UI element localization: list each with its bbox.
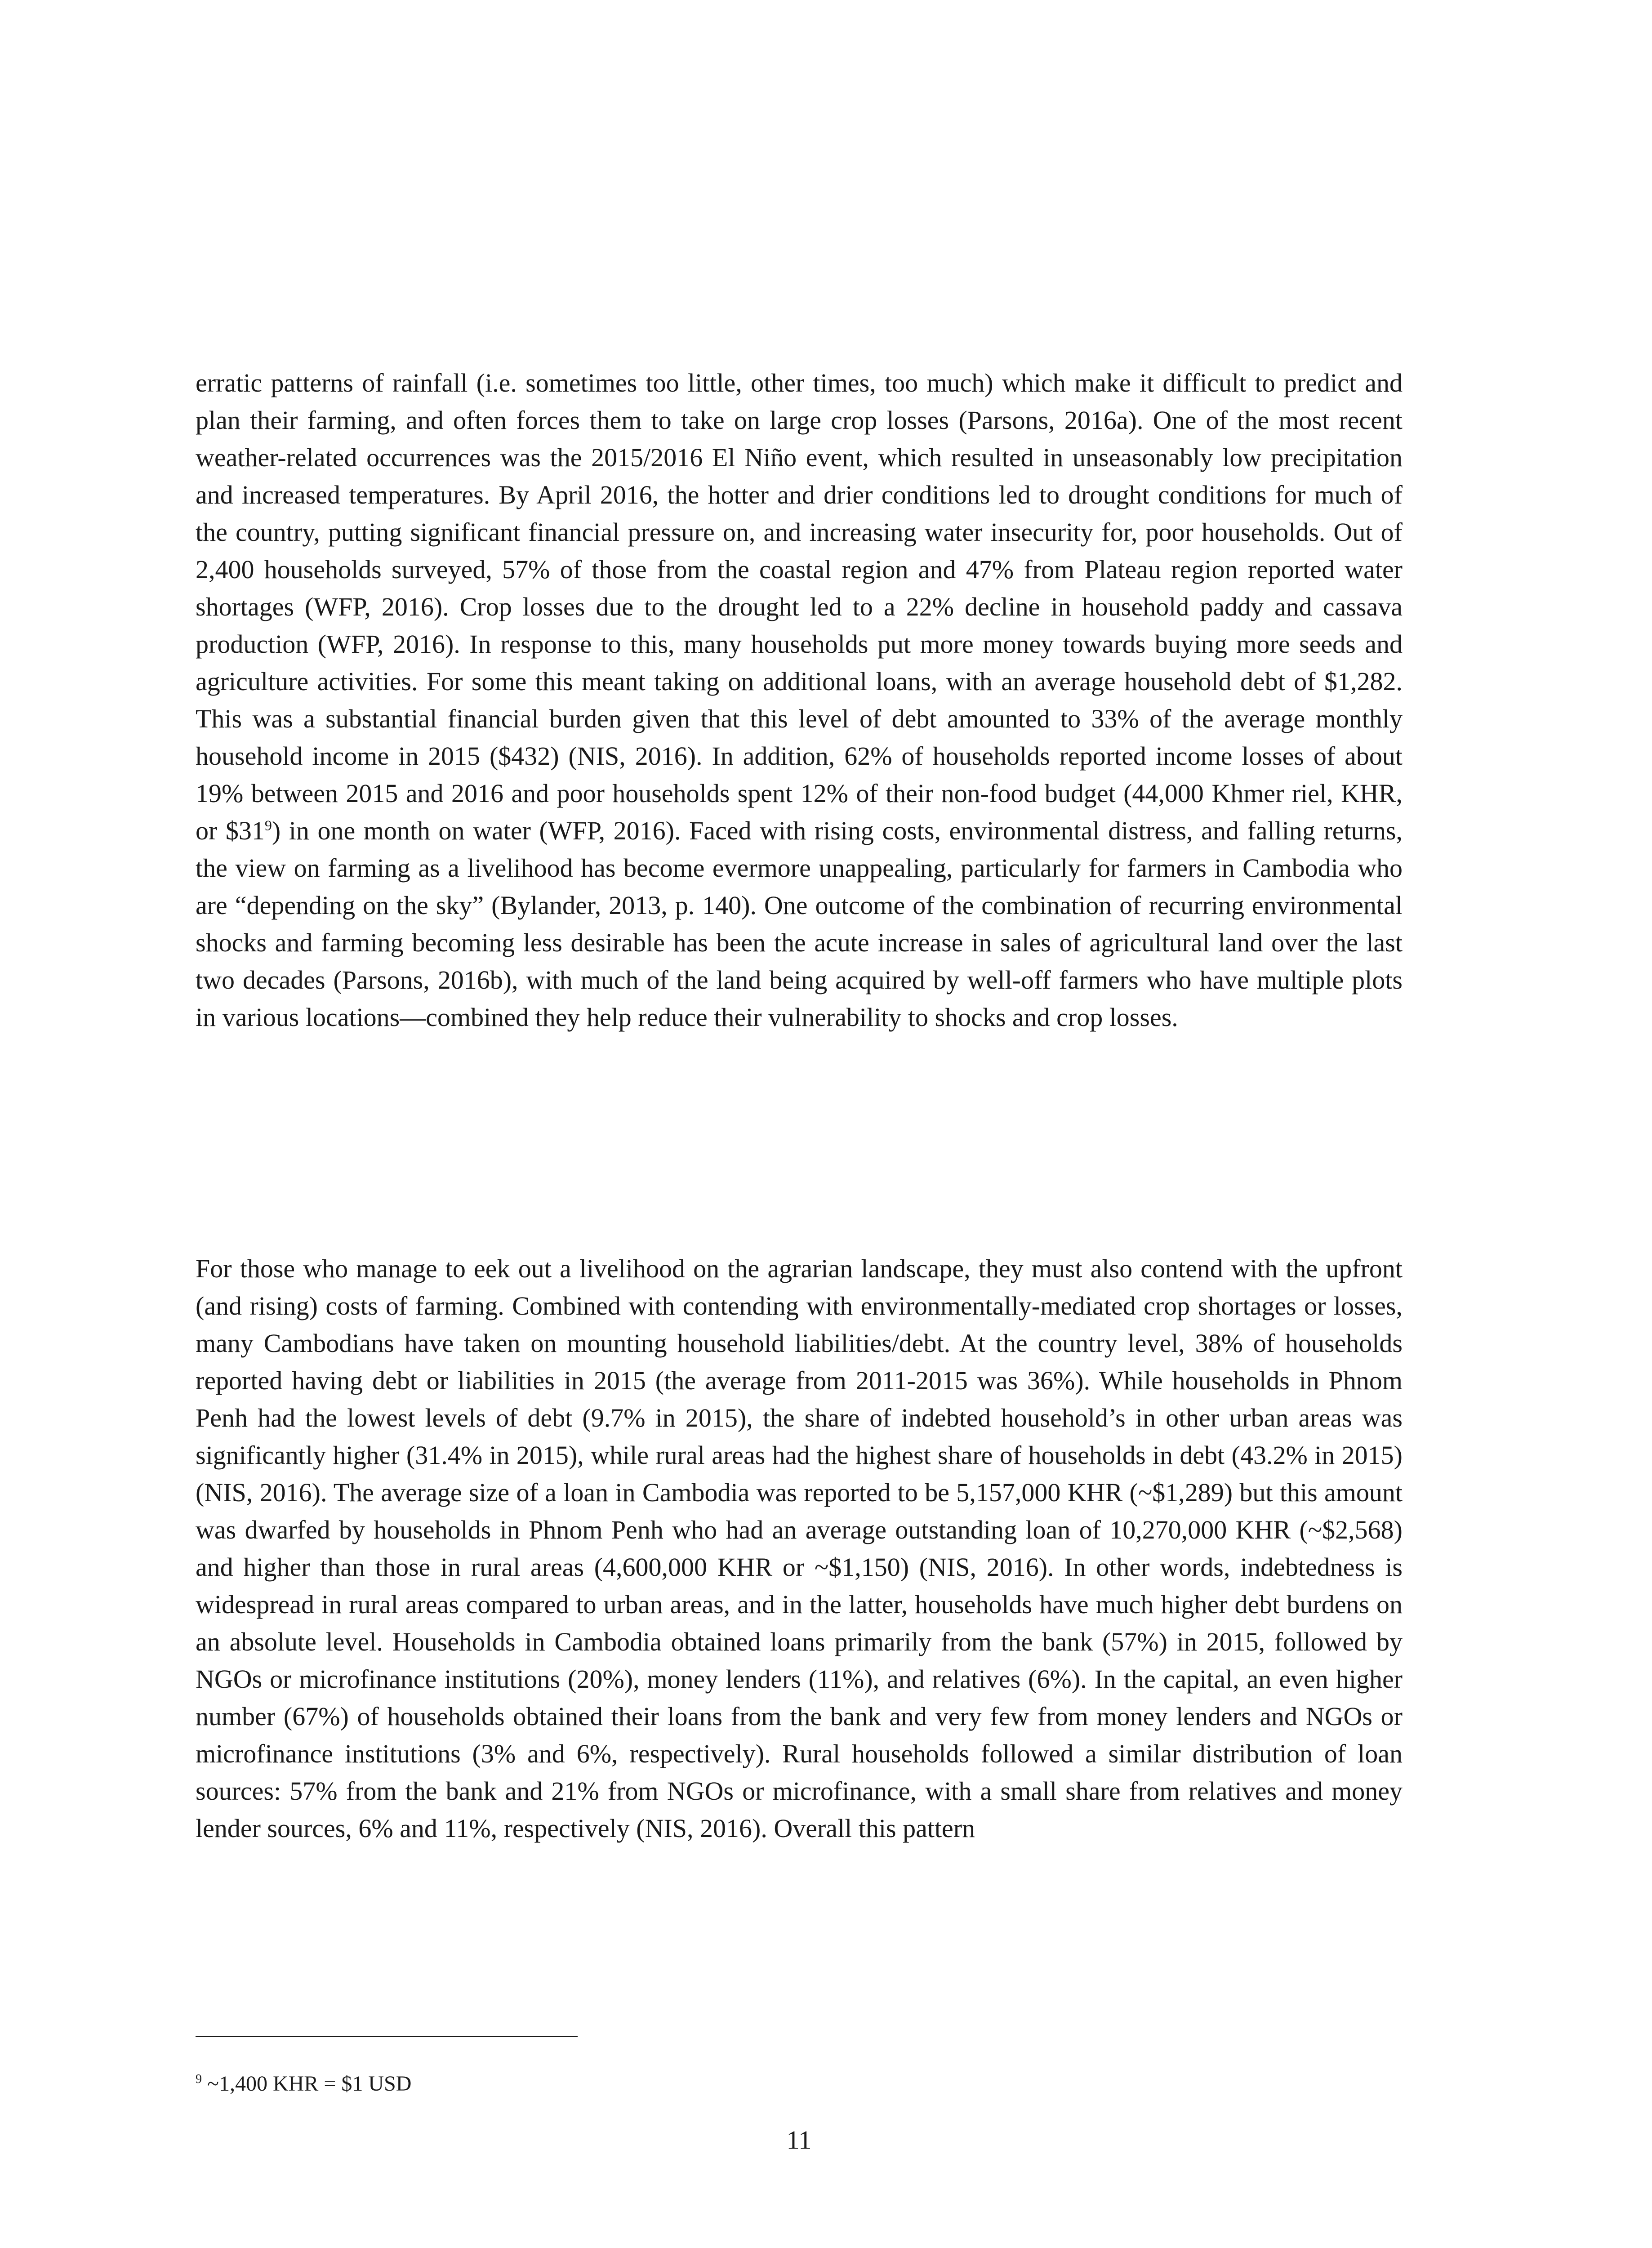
paragraph-1-text-before-footnote: erratic patterns of rainfall (i.e. sometimes too little, other times, too much) which make it difficult to predict and plan their farming, and often forces them to take on large crop losses (Parsons, 2016a). One of the most recent weather-related occurrences was the 2015/2016 El Niño event, which resulted in unseasonably low precipitation and increased temperatures. By April 2016, the hotter and drier conditions led to drought conditions for much of the country, putting significant financial pressure on, and increasing water insecurity for, poor households. Out of 2,400 households surveyed, 57% of those from the coastal region and 47% from Plateau region reported water shortages (WFP, 2016). Crop losses due to the drought led to a 22% decline in household paddy and cassava production (WFP, 2016). In response to this, many households put more money towards buying more seeds and agriculture activities. For some this meant taking on additional loans, with an average household debt of $1,282. This was a substantial financial burden given that this level of debt amounted to 33% of the average monthly household income in 2015 ($432) (NIS, 2016). In addition, 62% of households reported income losses of about 19% between 2015 and 2016 and poor households spent 12% of their non-food budget (44,000 Khmer riel, KHR, or $31 [196, 368, 1403, 845]
footnote-reference-9: 9 [264, 817, 272, 834]
footnote-separator [196, 2036, 578, 2037]
footnote-9 [196, 2070, 411, 2097]
body-paragraph-2: For those who manage to eek out a livelihood on the agrarian landscape, they must also contend with the upfront (and rising) costs of farming. Combined with contending with environmentally-mediated crop shortages or losses, many Cambodians have taken on mounting household liabilities/debt. At the country level, 38% of households reported having debt or liabilities in 2015 (the average from 2011-2015 was 36%). While households in Phnom Penh had the lowest levels of debt (9.7% in 2015), the share of indebted household’s in other urban areas was significantly higher (31.4% in 2015), while rural areas had the highest share of households in debt (43.2% in 2015) (NIS, 2016). The average size of a loan in Cambodia was reported to be 5,157,000 KHR (~$1,289) but this amount was dwarfed by households in Phnom Penh who had an average outstanding loan of 10,270,000 KHR (~$2,568) and higher than those in rural areas (4,600,000 KHR or ~$1,150) (NIS, 2016). In other words, indebtedness is widespread in rural areas compared to urban areas, and in the latter, households have much higher debt burdens on an absolute level. Households in Cambodia obtained loans primarily from the bank (57%) in 2015, followed by NGOs or microfinance institutions (20%), money lenders (11%), and relatives (6%). In the capital, an even higher number (67%) of households obtained their loans from the bank and very few from money lenders and NGOs or microfinance institutions (3% and 6%, respectively). Rural households followed a similar distribution of loan sources: 57% from the bank and 21% from NGOs or microfinance, with a small share from relatives and money lender sources, 6% and 11%, respectively (NIS, 2016). Overall this pattern [196, 1254, 1403, 1843]
page-number: 11 [786, 2125, 812, 2154]
footnote-marker: 9 [196, 2072, 202, 2086]
paragraph-1-text-after-footnote: ) in one month on water (WFP, 2016). Faced with rising costs, environmental distress, and falling returns, the view on farming as a livelihood has become evermore unappealing, particularly for farmers in Cambodia who are “depending on the sky” (Bylander, 2013, p. 140). One outcome of the combination of recurring environmental shocks and farming becoming less desirable has been the acute increase in sales of agricultural land over the last two decades (Parsons, 2016b), with much of the land being acquired by well-off farmers who have multiple plots in various locations—combined they help reduce their vulnerability to shocks and crop losses. [196, 816, 1403, 1032]
footnote-text: ~1,400 KHR = $1 USD [202, 2072, 412, 2096]
body-paragraph-1 [196, 364, 1403, 1036]
